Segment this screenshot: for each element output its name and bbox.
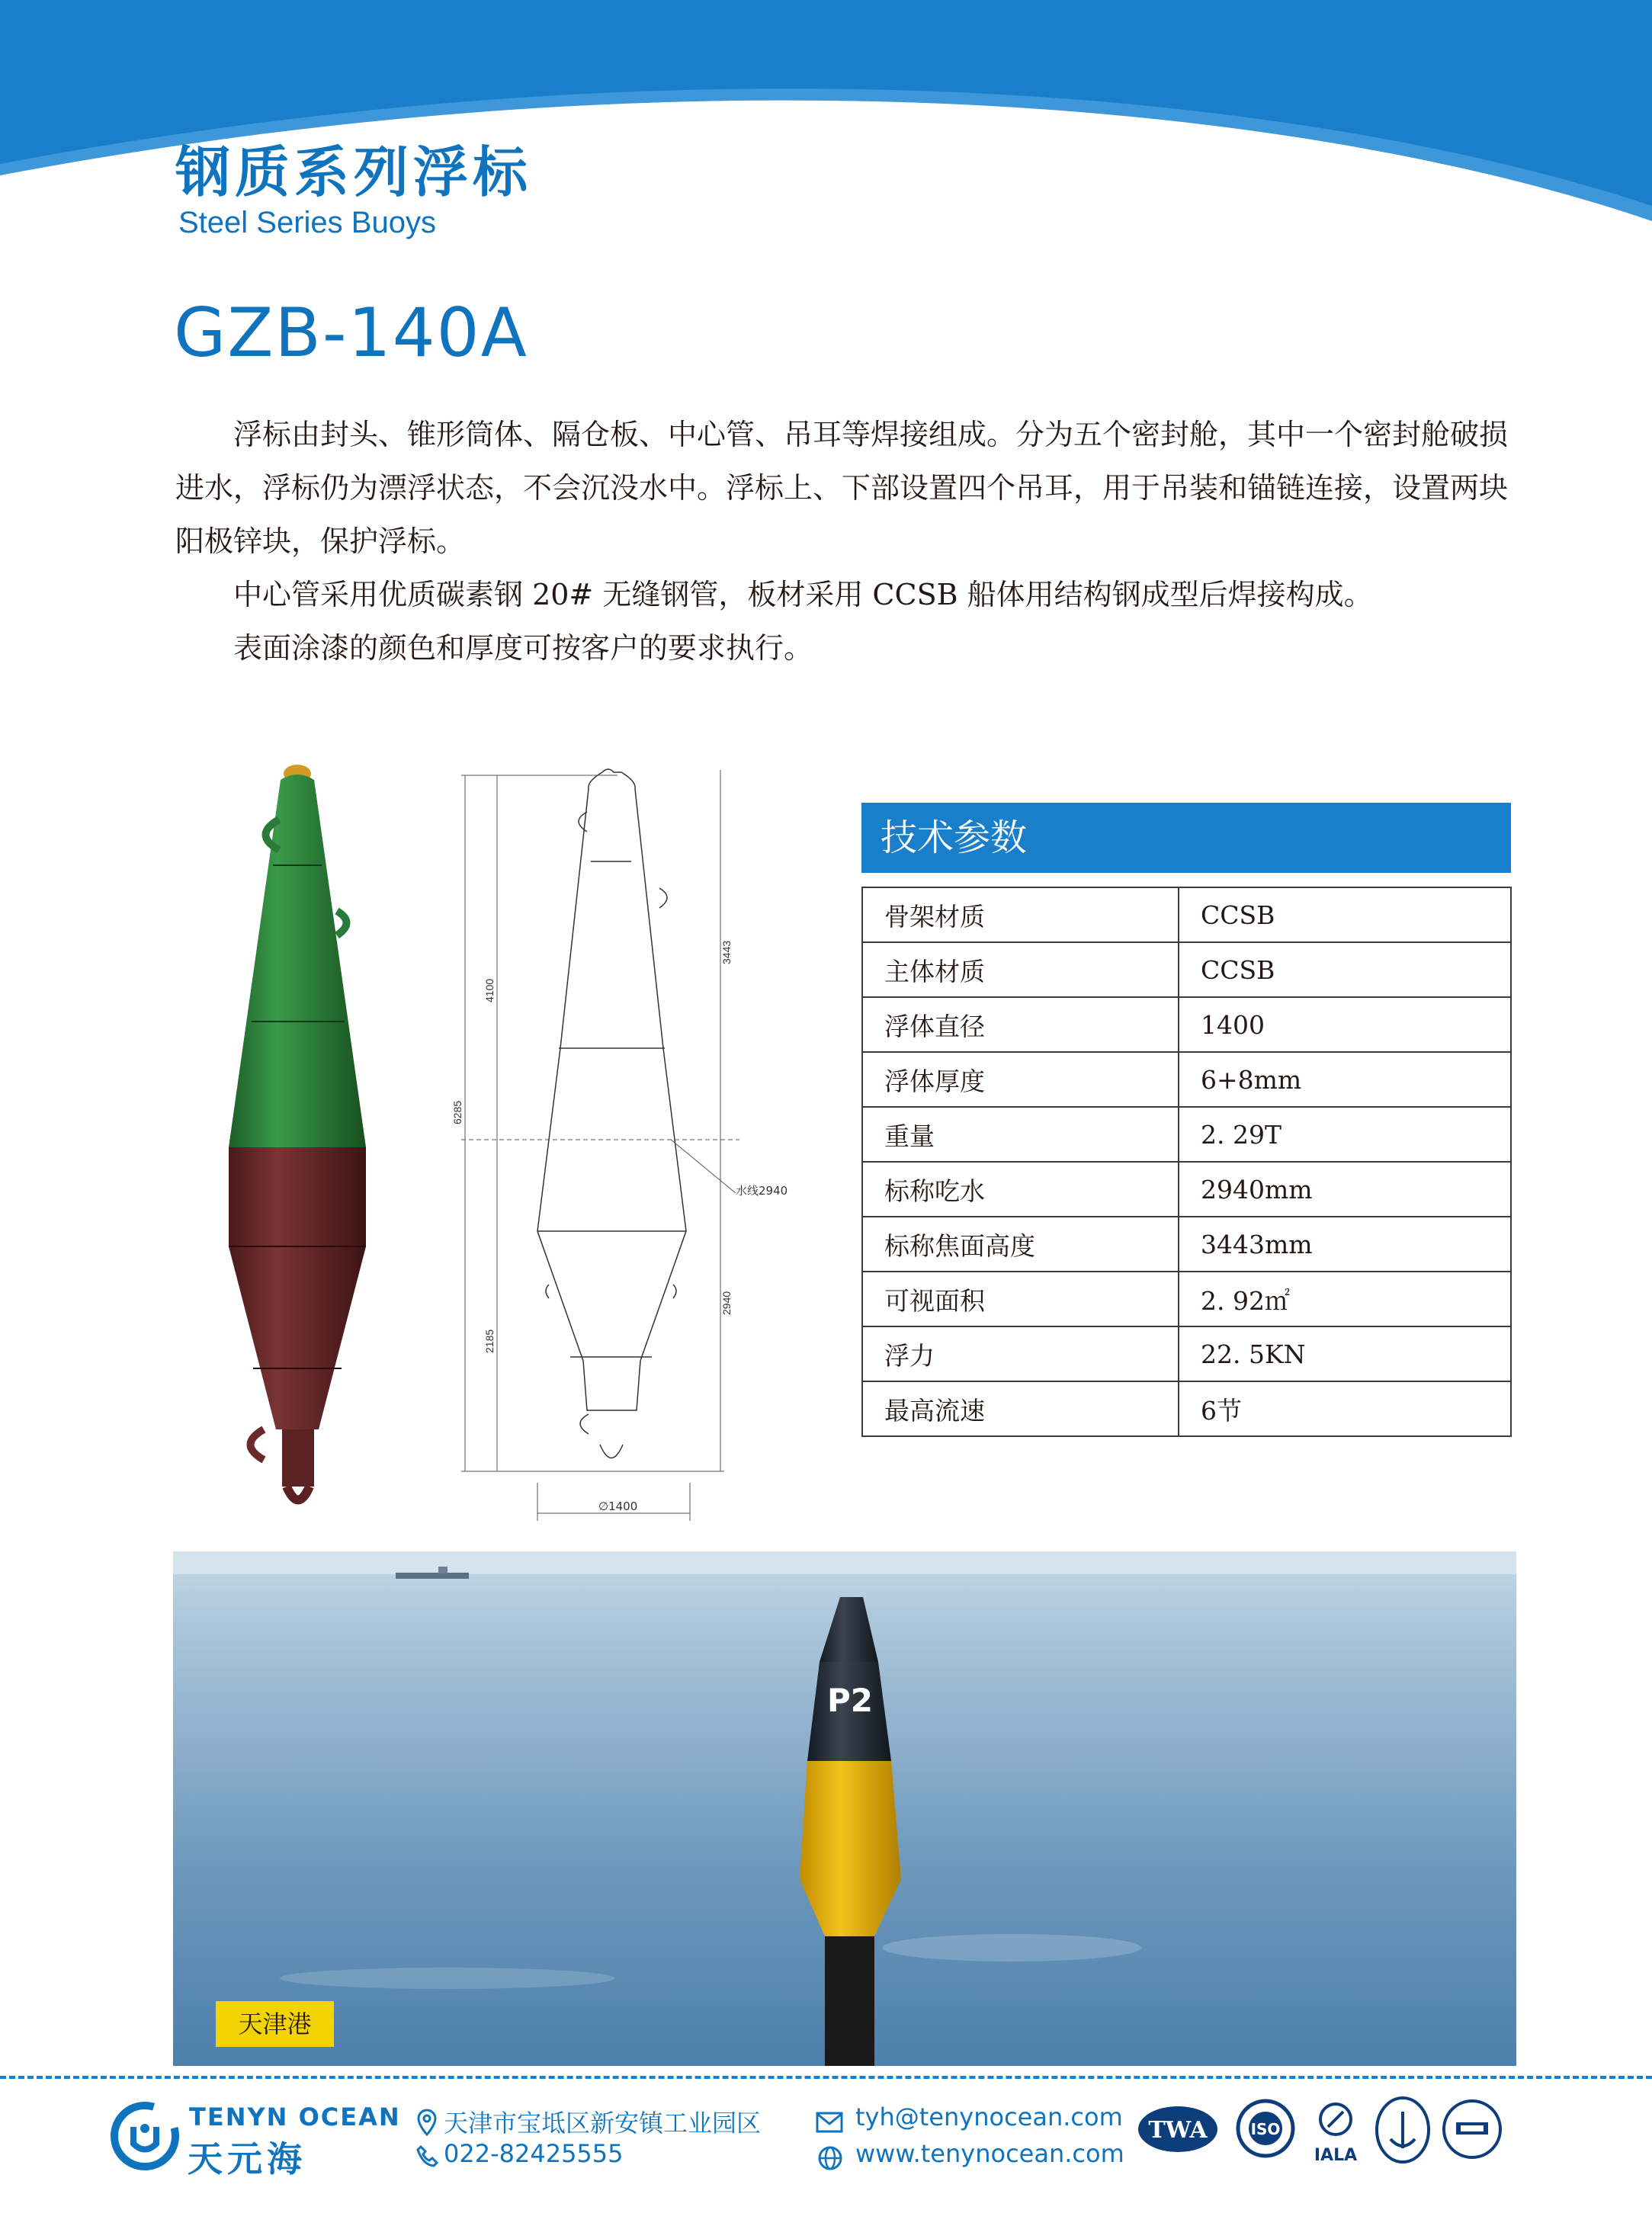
dim-draft: 2940	[720, 1291, 733, 1315]
spec-key: 浮体厚度	[862, 1052, 1179, 1107]
anchor-seal-icon	[1372, 2095, 1433, 2165]
buoy-mark: P2	[827, 1682, 874, 1719]
description-paragraph: 浮标由封头、锥形筒体、隔仓板、中心管、吊耳等焊接组成。分为五个密封舱，其中一个密封舱破损进水，浮标仍为漂浮状态，不会沉没水中。浮标上、下部设置四个吊耳，用于吊装和锚链连接，设置两块阳极锌块，保护浮标。	[175, 418, 1509, 558]
iala-badge-text: IALA	[1314, 2146, 1358, 2165]
photo-location-label: 天津港	[216, 2001, 334, 2047]
brand-name-en: TENYN OCEAN	[189, 2103, 401, 2131]
footer-divider	[0, 2076, 1652, 2079]
dim-total: 6285	[451, 1100, 464, 1124]
spec-value: 2. 29T	[1179, 1107, 1511, 1162]
spec-row	[862, 1107, 1511, 1162]
spec-value: CCSB	[1179, 942, 1511, 997]
buoy-render	[221, 759, 396, 1517]
technical-drawing	[442, 759, 793, 1528]
classification-seal-icon	[1441, 2098, 1503, 2160]
spec-value: 6节	[1179, 1381, 1511, 1436]
spec-key: 浮力	[862, 1326, 1179, 1381]
spec-row	[862, 997, 1511, 1052]
diameter-label: ∅1400	[598, 1500, 638, 1513]
spec-row	[862, 1052, 1511, 1107]
specs-table	[861, 887, 1512, 1437]
spec-row	[862, 1162, 1511, 1217]
spec-key: 可视面积	[862, 1272, 1179, 1326]
waterline-label: 水线2940	[736, 1184, 788, 1198]
dim-upper: 4100	[483, 978, 496, 1002]
footer-email[interactable]: tyh@tenynocean.com	[855, 2103, 1123, 2131]
spec-value: 6+8mm	[1179, 1052, 1511, 1107]
spec-key: 标称吃水	[862, 1162, 1179, 1217]
footer-website[interactable]: www.tenynocean.com	[855, 2139, 1124, 2168]
twa-badge-text: TWA	[1148, 2117, 1208, 2144]
spec-key: 标称焦面高度	[862, 1217, 1179, 1272]
spec-value: 3443mm	[1179, 1217, 1511, 1272]
spec-row	[862, 887, 1511, 942]
dim-focal: 3443	[720, 940, 733, 964]
description	[175, 408, 1517, 675]
spec-key: 重量	[862, 1107, 1179, 1162]
spec-row	[862, 1272, 1511, 1326]
page-title-en: Steel Series Buoys	[178, 206, 436, 239]
buoy-photo	[173, 1551, 1516, 2066]
spec-value: 2. 92㎡	[1179, 1272, 1511, 1326]
footer-address: 天津市宝坻区新安镇工业园区	[444, 2109, 762, 2138]
globe-icon	[817, 2145, 843, 2171]
page-title-cn: 钢质系列浮标	[175, 140, 533, 204]
specs-title: 技术参数	[861, 803, 1511, 873]
spec-value: 22. 5KN	[1179, 1326, 1511, 1381]
email-icon	[816, 2112, 843, 2133]
spec-value: 1400	[1179, 997, 1511, 1052]
brand-name-cn: 天元海	[188, 2138, 306, 2179]
dim-lower: 2185	[483, 1329, 496, 1353]
iala-badge-icon	[1305, 2098, 1366, 2167]
footer-phone: 022-82425555	[444, 2139, 624, 2168]
iso-badge-icon	[1235, 2098, 1296, 2159]
spec-value: CCSB	[1179, 887, 1511, 942]
description-paragraph: 中心管采用优质碳素钢 20# 无缝钢管，板材采用 CCSB 船体用结构钢成型后焊接构成。	[233, 578, 1373, 611]
spec-key: 主体材质	[862, 942, 1179, 997]
company-logo-icon	[107, 2098, 183, 2174]
phone-icon	[415, 2144, 440, 2168]
twa-badge-icon	[1136, 2104, 1220, 2154]
description-paragraph: 表面涂漆的颜色和厚度可按客户的要求执行。	[233, 631, 813, 665]
model-number: GZB-140A	[174, 293, 528, 372]
spec-key: 浮体直径	[862, 997, 1179, 1052]
spec-row	[862, 1217, 1511, 1272]
spec-key: 骨架材质	[862, 887, 1179, 942]
spec-row	[862, 942, 1511, 997]
spec-row	[862, 1326, 1511, 1381]
iso-badge-text: ISO	[1250, 2120, 1281, 2138]
spec-key: 最高流速	[862, 1381, 1179, 1436]
spec-value: 2940mm	[1179, 1162, 1511, 1217]
location-pin-icon	[415, 2109, 438, 2136]
spec-row	[862, 1381, 1511, 1436]
